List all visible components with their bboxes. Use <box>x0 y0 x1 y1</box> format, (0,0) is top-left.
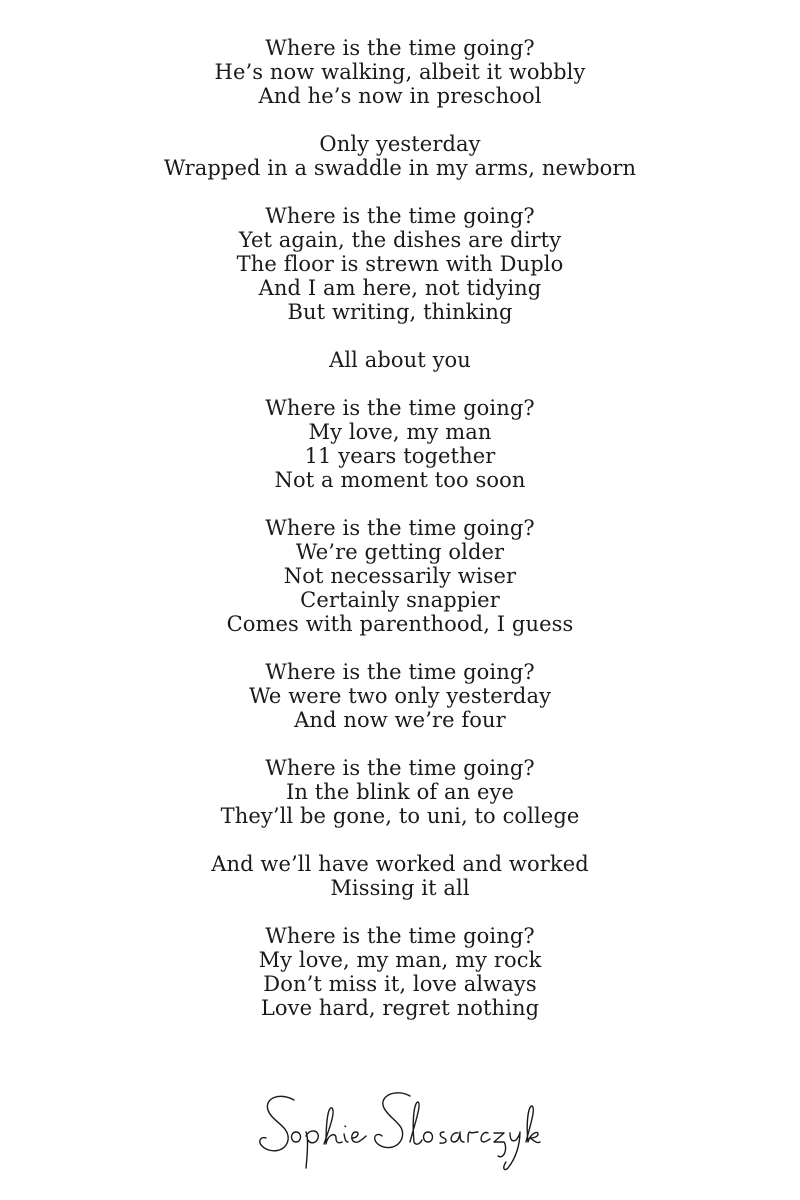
poem-line: Wrapped in a swaddle in my arms, newborn <box>163 156 637 180</box>
stanza <box>0 204 800 324</box>
stanza <box>0 852 800 900</box>
poem-line: Where is the time going? <box>265 660 535 684</box>
poem-line: They’ll be gone, to uni, to college <box>220 804 580 828</box>
poem-line: All about you <box>329 348 471 372</box>
poem-line: Not a moment too soon <box>274 468 526 492</box>
poem-line: 11 years together <box>304 444 496 468</box>
poem-line: Where is the time going? <box>265 924 535 948</box>
poem-line: And he’s now in preschool <box>258 84 542 108</box>
poem-line: Missing it all <box>330 876 470 900</box>
author-signature <box>250 1082 550 1172</box>
poem <box>0 36 800 1044</box>
poem-line: The floor is strewn with Duplo <box>236 252 564 276</box>
signature-graphic <box>250 1082 550 1172</box>
stanza <box>0 924 800 1020</box>
stanza <box>0 348 800 372</box>
poem-line: Where is the time going? <box>265 516 535 540</box>
poem-line: Where is the time going? <box>265 756 535 780</box>
poem-line: Only yesterday <box>319 132 481 156</box>
poem-line: Comes with parenthood, I guess <box>226 612 574 636</box>
poem-line: Yet again, the dishes are dirty <box>238 228 562 252</box>
poem-line: In the blink of an eye <box>285 780 515 804</box>
poem-line: And we’ll have worked and worked <box>211 852 589 876</box>
poem-line: Don’t miss it, love always <box>263 972 537 996</box>
poem-line: But writing, thinking <box>287 300 513 324</box>
poem-line: My love, my man, my rock <box>258 948 542 972</box>
stanza <box>0 660 800 732</box>
poem-line: Certainly snappier <box>300 588 500 612</box>
stanza <box>0 396 800 492</box>
poem-line: Not necessarily wiser <box>283 564 517 588</box>
poem-line: Love hard, regret nothing <box>260 996 540 1020</box>
poem-line: We’re getting older <box>295 540 505 564</box>
stanza <box>0 756 800 828</box>
poem-line: Where is the time going? <box>265 204 535 228</box>
poem-line: We were two only yesterday <box>248 684 552 708</box>
poem-line: Where is the time going? <box>265 36 535 60</box>
poem-line: Where is the time going? <box>265 396 535 420</box>
poem-line: And I am here, not tidying <box>258 276 542 300</box>
poem-line: He’s now walking, albeit it wobbly <box>214 60 586 84</box>
stanza <box>0 36 800 108</box>
stanza <box>0 132 800 180</box>
stanza <box>0 516 800 636</box>
poem-line: And now we’re four <box>294 708 506 732</box>
poem-line: My love, my man <box>308 420 492 444</box>
